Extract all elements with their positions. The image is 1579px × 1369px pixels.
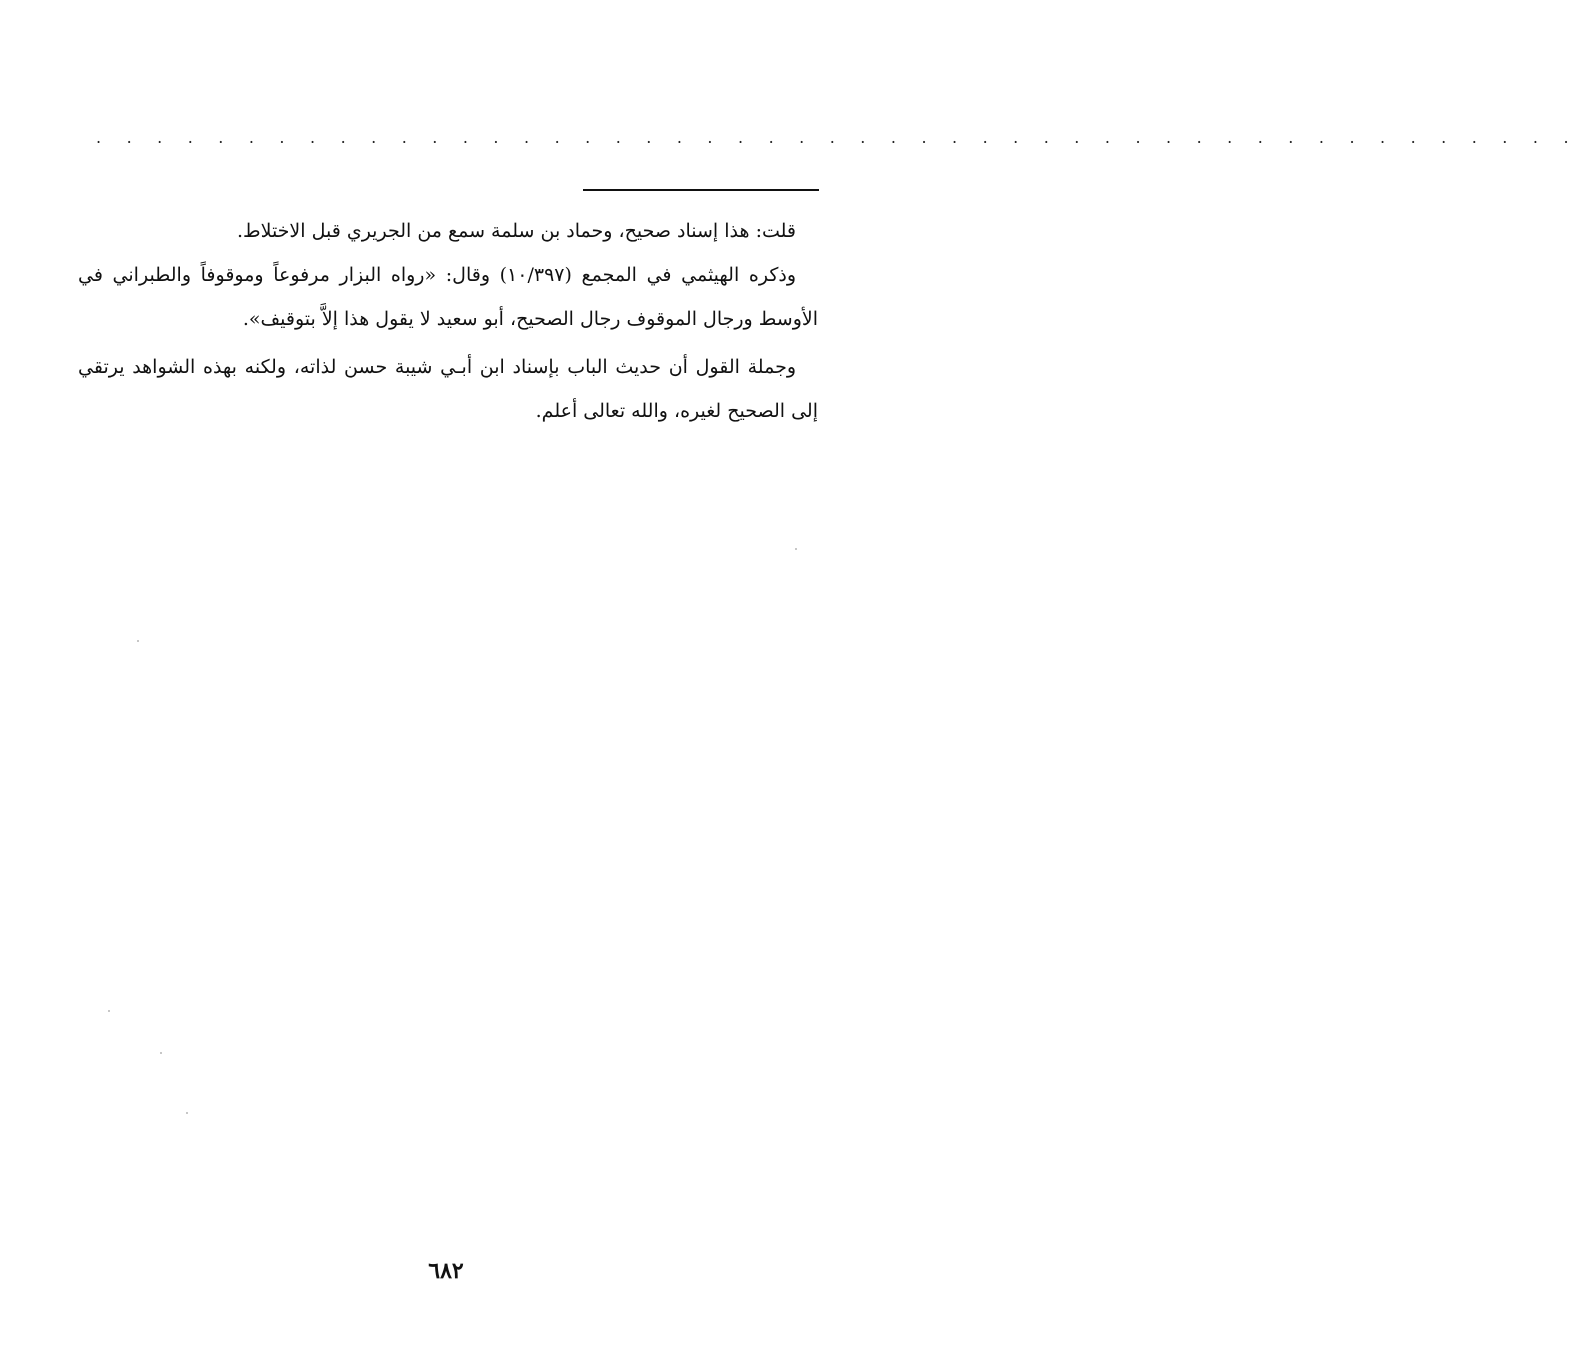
paragraph-1: قلت: هذا إسناد صحيح، وحماد بن سلمة سمع من الجريري قبل الاختلاط. (237, 220, 796, 242)
footnote-rule (583, 189, 819, 191)
scan-speck (795, 548, 797, 550)
paragraph-2: وذكره الهيثمي في المجمع (١٠/٣٩٧) وقال: «رواه البزار مرفوعاً وموقوفاً والطبراني في الأوسط ورجال الموقوف رجال الصحيح، أبو سعيد لا يقول هذا إلاَّ بتوقيف». (78, 264, 818, 330)
scan-speck (160, 1052, 162, 1054)
scan-speck (137, 640, 139, 642)
scan-speck (186, 1112, 188, 1114)
page-body (78, 209, 818, 433)
dotted-separator: . . . . . . . . . . . . . . . . . . . . . . . . . . . . . . . . . . . . . . . . . . . . . . . . . (96, 128, 1579, 147)
paragraph-3: وجملة القول أن حديث الباب بإسناد ابن أبـي شيبة حسن لذاته، ولكنه بهذه الشواهد يرتقي إلى الصحيح لغيره، والله تعالى أعلم. (78, 356, 818, 422)
page-number: ٦٨٢ (428, 1258, 464, 1284)
scan-speck (108, 1010, 110, 1012)
